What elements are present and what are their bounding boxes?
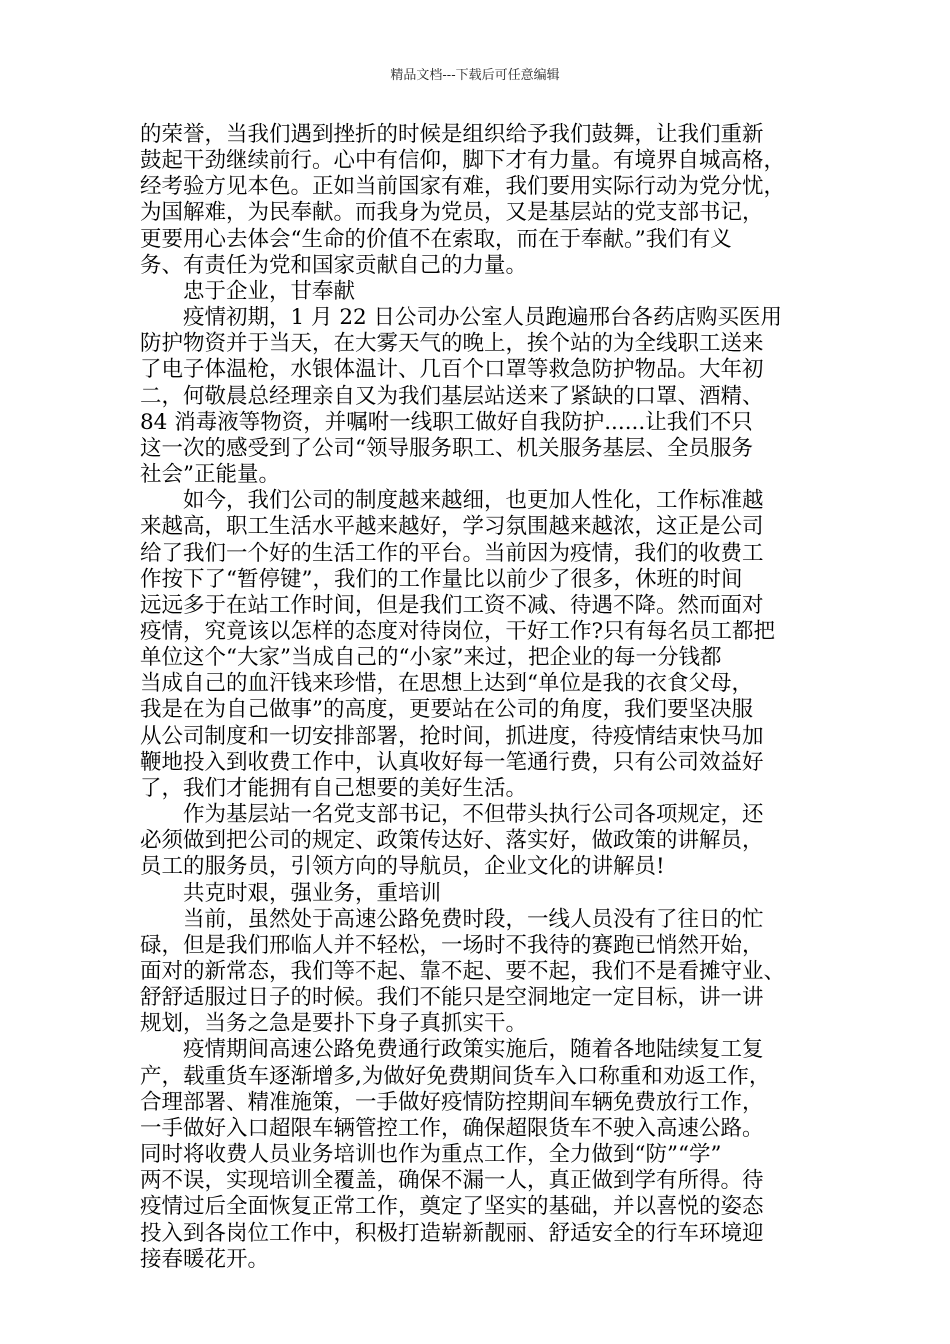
text-line: 面对的新常态，我们等不起、靠不起、要不起，我们不是看摊守业、 <box>140 959 786 984</box>
text-line: 我是在为自己做事”的高度，更要站在公司的角度，我们要坚决服 <box>140 697 753 723</box>
text-line: 忠于企业，甘奉献 <box>183 278 356 304</box>
text-line: 疫情，究竟该以怎样的态度对待岗位，干好工作?只有每名员工都把 <box>140 618 776 644</box>
text-line: 两不误，实现培训全覆盖，确保不漏一人，真正做到学有所得。待 <box>140 1168 764 1194</box>
text-line: 给了我们一个好的生活工作的平台。当前因为疫情，我们的收费工 <box>140 540 764 566</box>
text-line: 为国解难，为民奉献。而我身为党员，又是基层站的党支部书记， <box>140 200 764 226</box>
text-line: 了，我们才能拥有自己想要的美好生活。 <box>140 775 528 801</box>
text-line: 了电子体温枪，水银体温计、几百个口罩等救急防护物品。大年初 <box>140 357 764 383</box>
text-line: 鞭地投入到收费工作中，认真收好每一笔通行费，只有公司效益好 <box>140 749 764 775</box>
text-line: 当成自己的血汗钱来珍惜，在思想上达到“单位是我的衣食父母， <box>140 671 753 697</box>
text-line: 接春暖花开。 <box>140 1246 270 1272</box>
text-line: 的荣誉，当我们遇到挫折的时候是组织给予我们鼓舞，让我们重新 <box>140 122 764 147</box>
text-line: 如今，我们公司的制度越来越细，也更加人性化，工作标准越 <box>183 488 764 514</box>
text-line: 从公司制度和一切安排部署，抢时间，抓进度，待疫情结束快马加 <box>140 723 764 749</box>
text-line: 来越高，职工生活水平越来越好，学习氛围越来越浓，这正是公司 <box>140 514 764 540</box>
text-line: 84 消毒液等物资，并嘱咐一线职工做好自我防护......让我们不只 <box>140 409 753 435</box>
text-line: 投入到各岗位工作中，积极打造崭新靓丽、舒适安全的行车环境迎 <box>140 1220 764 1246</box>
text-line: 作为基层站一名党支部书记，不但带头执行公司各项规定，还 <box>183 802 764 828</box>
text-line: 单位这个“大家”当成自己的“小家”来过，把企业的每一分钱都 <box>140 645 722 671</box>
text-line: 社会”正能量。 <box>140 462 280 488</box>
text-line: 一手做好入口超限车辆管控工作，确保超限货车不驶入高速公路。 <box>140 1115 764 1141</box>
text-line: 务、有责任为党和国家贡献自己的力量。 <box>140 252 528 278</box>
text-line: 防护物资并于当天，在大雾天气的晚上，挨个站的为全线职工送来 <box>140 331 764 357</box>
text-line: 作按下了“暂停键”，我们的工作量比以前少了很多，休班的时间 <box>140 566 743 592</box>
text-line: 当前，虽然处于高速公路免费时段，一线人员没有了往日的忙 <box>183 906 764 932</box>
text-line: 疫情初期，1 月 22 日公司办公室人员跑遍邢台各药店购买医用 <box>183 305 783 331</box>
text-line: 共克时艰，强业务，重培训 <box>183 880 442 906</box>
text-line: 舒舒适服过日子的时候。我们不能只是空洞地定一定目标，讲一讲 <box>140 985 764 1011</box>
text-line: 二，何敬晨总经理亲自又为我们基层站送来了紧缺的口罩、酒精、 <box>140 383 764 409</box>
text-line: 同时将收费人员业务培训也作为重点工作，全力做到“防”“学” <box>140 1142 722 1168</box>
text-line: 产，载重货车逐渐增多,为做好免费期间货车入口称重和劝返工作， <box>140 1063 771 1089</box>
text-line: 员工的服务员，引领方向的导航员，企业文化的讲解员! <box>140 854 665 880</box>
document-body <box>140 122 808 1273</box>
text-line: 合理部署、精准施策，一手做好疫情防控期间车辆免费放行工作， <box>140 1089 764 1115</box>
text-line: 必须做到把公司的规定、政策传达好、落实好，做政策的讲解员， <box>140 828 764 854</box>
text-line: 疫情过后全面恢复正常工作，奠定了坚实的基础，并以喜悦的姿态 <box>140 1194 764 1220</box>
text-line: 碌，但是我们邢临人并不轻松，一场时不我待的赛跑已悄然开始， <box>140 932 764 958</box>
text-line: 远远多于在站工作时间，但是我们工资不减、待遇不降。然而面对 <box>140 592 764 618</box>
text-line: 经考验方见本色。正如当前国家有难，我们要用实际行动为党分忧， <box>140 174 786 200</box>
text-line: 更要用心去体会“生命的价值不在索取，而在于奉献。”我们有义 <box>140 226 732 252</box>
text-line: 疫情期间高速公路免费通行政策实施后，随着各地陆续复工复 <box>183 1037 764 1063</box>
text-line: 鼓起干劲继续前行。心中有信仰，脚下才有力量。有境界自城高格， <box>140 148 786 174</box>
text-line: 规划，当务之急是要扑下身子真抓实干。 <box>140 1011 528 1037</box>
text-line: 这一次的感受到了公司“领导服务职工、机关服务基层、全员服务 <box>140 435 753 461</box>
page-header: 精品文档---下载后可任意编辑 <box>390 68 560 83</box>
